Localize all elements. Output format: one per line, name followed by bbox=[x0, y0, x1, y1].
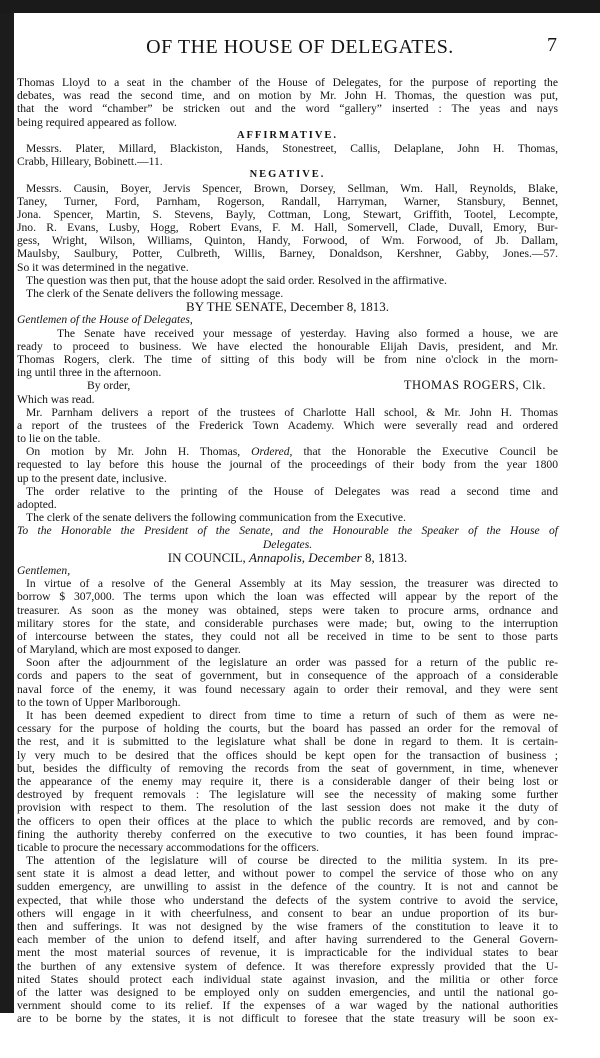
text-line: but, besides the difficulty of removing the records from the seat of government, in time, whenever bbox=[17, 761, 558, 775]
text-line: that the word “chamber” be stricken out and the word “gallery” inserted : The yeas and nays bbox=[17, 102, 558, 116]
text-line: of the latter was designed to be employed only on sudden emergencies, and until the national go- bbox=[17, 985, 558, 999]
section-heading: NEGATIVE. bbox=[249, 169, 326, 181]
signature-by-order: By order, bbox=[87, 379, 131, 393]
text-line: are to be borne by the states, it is not difficult to foresee that the state treasury will be soon ex- bbox=[17, 1012, 558, 1026]
text-line: treasurer. As soon as the money was obtained, steps were taken to procure arms, ordnance and bbox=[17, 603, 558, 617]
text-line: Messrs. Causin, Boyer, Jervis Spencer, Brown, Dorsey, Sellman, Wm. Hall, Reynolds, Blake, bbox=[26, 181, 558, 195]
text-line: of Maryland, which are most exposed to danger. bbox=[17, 643, 241, 657]
text-line: It has been deemed expedient to direct from time to time a return of such of them as were ne- bbox=[26, 709, 558, 722]
text-line: Gentlemen, bbox=[17, 563, 71, 577]
text-line: being required appeared as follow. bbox=[17, 115, 177, 129]
text-line: Messrs. Plater, Millard, Blackiston, Hands, Stonestreet, Callis, Delaplane, John H. Thomas, bbox=[26, 141, 558, 155]
text-segment: IN COUNCIL, bbox=[167, 549, 250, 565]
signature-line bbox=[17, 379, 558, 392]
text-line: Mr. Parnham delivers a report of the trustees of Charlotte Hall school, & Mr. John H. Thomas bbox=[26, 405, 558, 419]
page-number: 7 bbox=[547, 34, 557, 56]
text-line: The question was then put, that the house adopt the said order. Resolved in the affirmative. bbox=[26, 273, 447, 287]
text-line: ly very much to be desired that the offices should be kept open for the transaction of business ; bbox=[17, 748, 558, 762]
text-line: Gentlemen of the House of Delegates, bbox=[17, 313, 193, 327]
text-line: Crabb, Hilleary, Bobinett.—11. bbox=[17, 155, 163, 169]
text-line: each member of the union to defend itself, and after having surrendered to the General Govern- bbox=[17, 933, 558, 947]
text-line: ment the most material sources of revenue, it is impracticable for the individual states to bear bbox=[17, 946, 558, 960]
document-body bbox=[17, 76, 558, 1026]
text-line: vernment should come to its relief. If the expenses of a war waged by the national authorities bbox=[17, 999, 558, 1013]
text-line: expected, that while those who understand the defects of the system contrive to avoid the service, bbox=[17, 893, 558, 907]
text-line: Taney, Turner, Ford, Parnham, Rogerson, Randall, Harryman, Warner, Stansbury, Bennet, bbox=[17, 194, 558, 208]
text-line: The clerk of the Senate delivers the following message. bbox=[26, 287, 284, 300]
text-segment: 8, 1813. bbox=[361, 549, 408, 565]
text-line: adopted. bbox=[17, 498, 57, 511]
text-line: the appearance of the enemy may require it, there is a considerable danger of their being lost or bbox=[17, 774, 558, 788]
text-line: a report of the trustees of the Frederick Town Academy. Which were severally read and ordered bbox=[17, 418, 558, 432]
text-line: sudden emergency, are unwilling to assist in the defence of the country. It is not and cannot be bbox=[17, 880, 558, 894]
text-line: the officers to open their offices at the place to which the public records are removed, and by con- bbox=[17, 814, 558, 828]
text-line bbox=[17, 445, 558, 458]
text-line: To the Honorable the President of the Senate, and the Honourable the Speaker of the House of bbox=[17, 524, 558, 538]
text-line: the rest, and it is submitted to the legislature what shall be done in regard to them. It is certain- bbox=[17, 735, 558, 749]
text-line: The Senate have received your message of yesterday. Having also formed a house, we are bbox=[57, 326, 558, 340]
text-line: The order relative to the printing of the House of Delegates was read a second time and bbox=[26, 484, 558, 498]
text-line: Thomas Rogers, clerk. The time of sitting of this body will be from nine o'clock in the morn- bbox=[17, 352, 558, 366]
text-line: Thomas Lloyd to a seat in the chamber of the House of Delegates, for the purpose of reporting the bbox=[17, 76, 558, 89]
section-heading: BY THE SENATE, December 8, 1813. bbox=[186, 299, 389, 315]
text-line: Delegates. bbox=[262, 537, 313, 551]
text-line: naval force of the enemy, it was found necessary again to order their removal, and they were sent bbox=[17, 682, 558, 696]
text-line: cords and papers to the seat of government, but in consequence of the approach of a considerable bbox=[17, 669, 558, 683]
text-line: to the town of Upper Marlborough. bbox=[17, 695, 181, 709]
italic-text: Ordered, bbox=[251, 445, 293, 459]
scan-top-border bbox=[0, 0, 600, 13]
text-line: gess, Wright, Wilson, Williams, Quinton, Handy, Forwood, of Wm. Forwood, of Jb. Dallam, bbox=[17, 234, 558, 248]
text-line: ready to proceed to business. We have elected the honourable Elijah Davis, president, and Mr. bbox=[17, 339, 558, 353]
text-line: nited States should protect each individual state against invasion, and the militia or other force bbox=[17, 972, 558, 986]
text-line: cessary for the purpose of holding the courts, but the board has passed an order for the removal of bbox=[17, 722, 558, 736]
text-line: The attention of the legislature will of course be directed to the militia system. In its pre- bbox=[26, 854, 558, 868]
text-line: destroyed by frequent removals : The legislature will see the necessity of making some further bbox=[17, 788, 558, 802]
text-line: borrow $ 307,000. The terms upon which the loan was effected will appear by the report of the bbox=[17, 590, 558, 604]
section-heading bbox=[17, 551, 558, 564]
text-line: sent state it is almost a dead letter, and without power to compel the service of those who on any bbox=[17, 867, 558, 881]
text-segment: that the Honorable the Executive Council be bbox=[292, 445, 558, 459]
text-line: ticable to procure the necessary accommodations for the officers. bbox=[17, 840, 320, 854]
text-line: up to the present date, inclusive. bbox=[17, 471, 167, 485]
text-line: Which was read. bbox=[17, 392, 95, 406]
text-line: military stores for the state, and considerable purchases were made; but, owing to the interruption bbox=[17, 616, 558, 630]
text-line: others will engage in it with cheerfulness, and consent to bear an undue proportion of its bur- bbox=[17, 906, 558, 920]
text-line: The clerk of the senate delivers the following communication from the Executive. bbox=[26, 511, 406, 525]
text-line: to lie on the table. bbox=[17, 432, 101, 446]
text-line: So it was determined in the negative. bbox=[17, 260, 189, 274]
signature-clerk: THOMAS ROGERS, Clk. bbox=[403, 378, 546, 393]
text-line: Soon after the adjournment of the legislature an order was passed for a return of the public re- bbox=[26, 656, 558, 670]
italic-text: Annapolis, December bbox=[249, 549, 362, 565]
text-line: ing until three in the afternoon. bbox=[17, 366, 162, 380]
text-line: of intercourse between the states, they could not all be received in time to be sent to those parts bbox=[17, 629, 558, 643]
scan-left-edge bbox=[0, 13, 14, 1013]
text-line: debates, was read the second time, and on motion by Mr. John H. Thomas, the question was put, bbox=[17, 89, 558, 103]
text-line: In virtue of a resolve of the General Assembly at its May session, the treasurer was directed to bbox=[26, 577, 558, 591]
section-heading: AFFIRMATIVE. bbox=[236, 129, 339, 141]
page-title: OF THE HOUSE OF DELEGATES. bbox=[146, 36, 454, 58]
text-line: then and sufferings. It was not designed by the wise framers of the constitution to leave it to bbox=[17, 920, 558, 933]
text-line: fining the authority thereby conferred on the executive to two counties, it has been found imprac- bbox=[17, 827, 558, 841]
text-line: Jno. R. Evans, Lusby, Hogg, Robert Evans, F. M. Hall, Somervell, Clade, Duvall, Emory, Bur- bbox=[17, 221, 558, 235]
text-segment: On motion by Mr. John H. Thomas, bbox=[26, 445, 252, 459]
text-line: the burthen of any extensive system of defence. It was therefore expressly provided that the U- bbox=[17, 959, 558, 973]
text-line: provision with respect to them. The resolution of the last session does not make it the duty of bbox=[17, 801, 558, 815]
text-line: requested to lay before this house the journal of the proceedings of their body from the year 1800 bbox=[17, 458, 558, 472]
text-line: Jona. Spencer, Martin, S. Stevens, Bayly, Cottman, Long, Stewart, Griffith, Tootel, Lecompte, bbox=[17, 207, 558, 221]
text-line: Maulsby, Saulbury, Potter, Culbreth, Willis, Barney, Donaldson, Kershner, Gabby, Jones.—57. bbox=[17, 247, 558, 261]
